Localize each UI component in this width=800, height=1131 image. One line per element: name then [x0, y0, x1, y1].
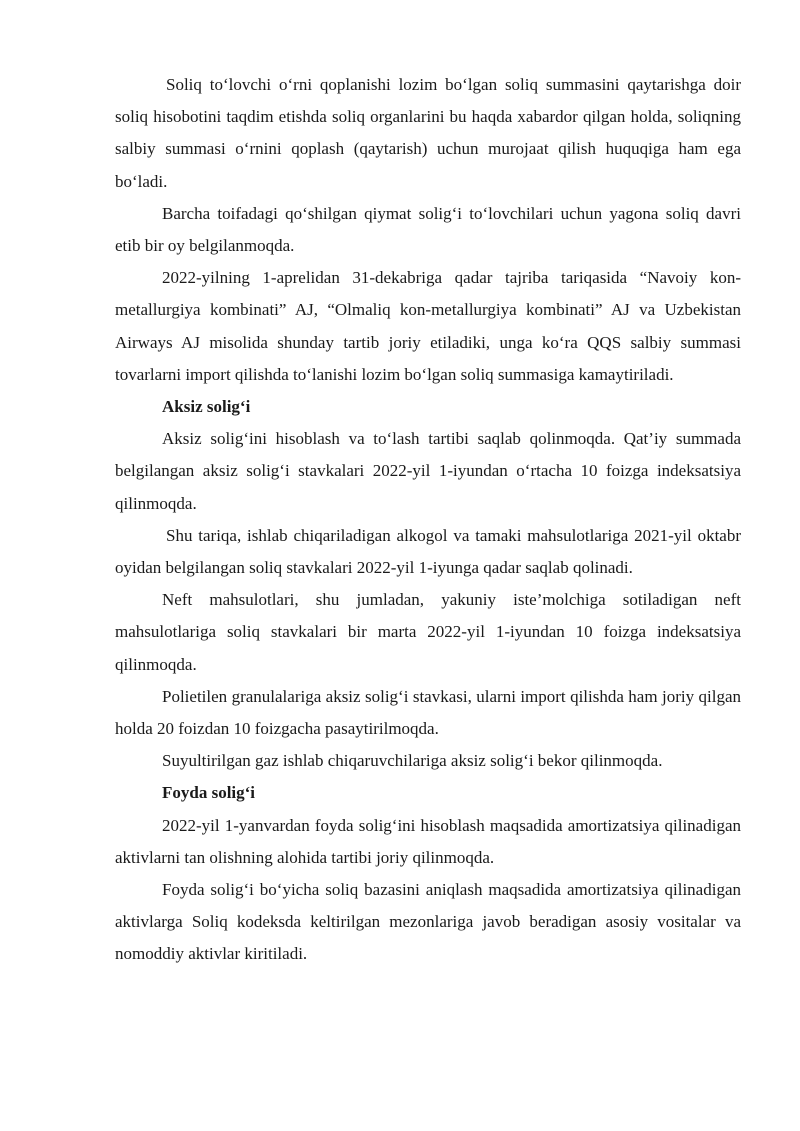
paragraph-excise-liquefied-gas: Suyultirilgan gaz ishlab chiqaruvchilariga aksiz solig‘i bekor qilinmoqda. — [162, 751, 663, 771]
section-heading-profit-tax: Foyda solig‘i — [162, 783, 256, 803]
paragraph-qqs-tax-period: Barcha toifadagi qo‘shilgan qiymat solig‘i to‘lovchilari uchun yagona soliq davri etib bir oy belgilanmoqda. — [115, 203, 741, 256]
paragraph-qqs-experiment: 2022-yilning 1-aprelidan 31-dekabriga qadar tajriba tariqasida “Navoiy kon-metallurgiya kombinati” AJ, “Olmaliq kon-metallurgiya kombinati” AJ va Uzbekistan Airways AJ misolida shunday tartib joriy etiladiki, unga ko‘ra QQS salbiy summasi tovarlarni import qilishda to‘lanishi lozim bo‘lgan soliq summasiga kamaytiriladi. — [115, 268, 741, 384]
paragraph-excise-polyethylene: Polietilen granulalariga aksiz solig‘i stavkasi, ularni import qilishda ham joriy qilgan holda 20 foizdan 10 foizgacha pasaytirilmoqda. — [115, 686, 741, 739]
paragraph-profit-amortization: 2022-yil 1-yanvardan foyda solig‘ini hisoblash maqsadida amortizatsiya qilinadigan aktivlarni tan olishning alohida tartibi joriy qilinmoqda. — [115, 815, 741, 867]
paragraph-excise-oil-products: Neft mahsulotlari, shu jumladan, yakuniy iste’molchiga sotiladigan neft mahsulotlariga soliq stavkalari bir marta 2022-yil 1-iyundan 10 foizga indeksatsiya qilinmoqda. — [115, 590, 741, 674]
section-heading-excise-tax: Aksiz solig‘i — [162, 397, 251, 417]
paragraph-profit-tax-base: Foyda solig‘i bo‘yicha soliq bazasini aniqlash maqsadida amortizatsiya qilinadigan aktivlarga Soliq kodeksda keltirilgan mezonlariga javob beradigan asosiy vositalar va nomoddiy aktivlar kiritiladi. — [115, 880, 741, 964]
paragraph-excise-indexation: Aksiz solig‘ini hisoblash va to‘lash tartibi saqlab qolinmoqda. Qat’iy summada belgilangan aksiz solig‘i stavkalari 2022-yil 1-iyundan o‘rtacha 10 foizga indeksatsiya qilinmoqda. — [115, 429, 741, 513]
paragraph-qqs-refund-right: Soliq to‘lovchi o‘rni qoplanishi lozim bo‘lgan soliq summasini qaytarishga doir soliq hisobotini taqdim etishda soliq organlarini bu haqda xabardor qilgan holda, soliqning salbiy summasi o‘rnini qoplash (qaytarish) uchun murojaat qilish huquqiga ham ega bo‘ladi. — [115, 75, 741, 191]
paragraph-excise-alcohol-tobacco: Shu tariqa, ishlab chiqariladigan alkogol va tamaki mahsulotlariga 2021-yil oktabr oyidan belgilangan soliq stavkalari 2022-yil 1-iyunga qadar saqlab qolinadi. — [115, 525, 741, 578]
document-page — [115, 69, 741, 971]
